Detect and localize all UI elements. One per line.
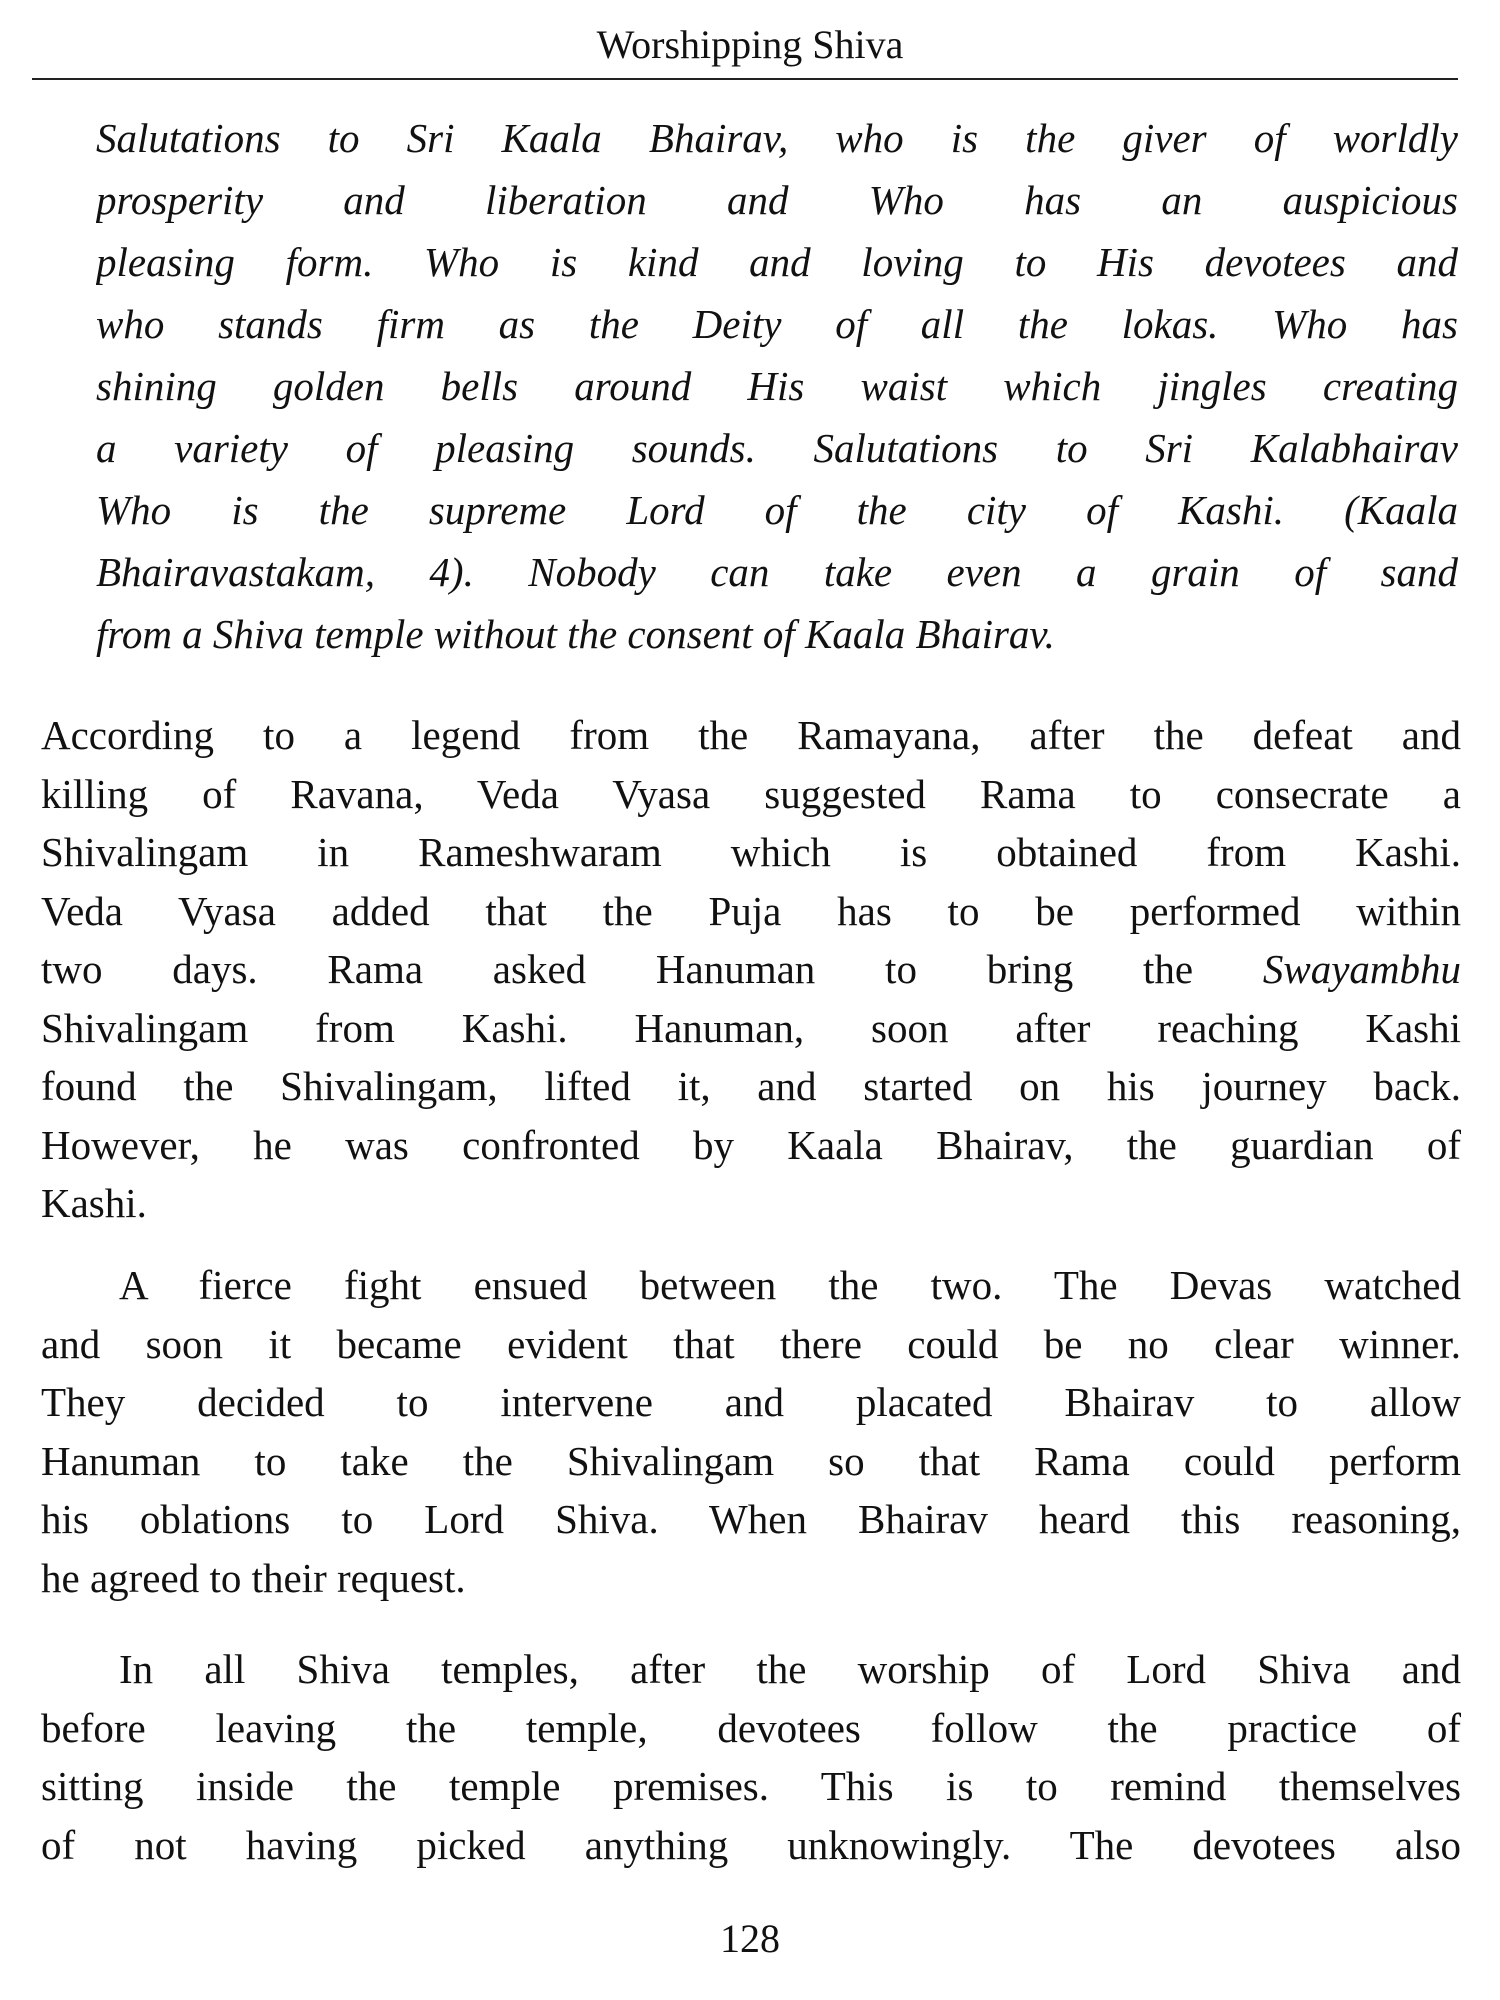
quote-block bbox=[96, 107, 1458, 665]
paragraph-line bbox=[41, 1549, 1461, 1608]
line-text: A fierce fight ensued between the two. The Devas watched bbox=[119, 1262, 1461, 1308]
quote-line: Who is the supreme Lord of the city of Kashi. (Kaala bbox=[96, 487, 1458, 533]
paragraph-3 bbox=[41, 1640, 1461, 1874]
paragraph-line bbox=[41, 1816, 1461, 1875]
paragraph-line bbox=[41, 1490, 1461, 1549]
paragraph-line bbox=[41, 999, 1461, 1058]
line-text: two days. Rama asked Hanuman to bring the bbox=[41, 946, 1263, 992]
line-text: They decided to intervene and placated Bhairav to allow bbox=[41, 1379, 1461, 1425]
line-text: he agreed to their request. bbox=[41, 1554, 466, 1601]
running-header: Worshipping Shiva bbox=[596, 22, 904, 67]
quote-line: pleasing form. Who is kind and loving to His devotees and bbox=[96, 239, 1458, 285]
paragraph-line bbox=[41, 823, 1461, 882]
quote-line: a variety of pleasing sounds. Salutations to Sri Kalabhairav bbox=[96, 425, 1458, 471]
paragraph-line bbox=[41, 1116, 1461, 1175]
paragraph-line bbox=[41, 1699, 1461, 1758]
paragraph-line bbox=[41, 1432, 1461, 1491]
quote-line: shining golden bells around His waist which jingles creating bbox=[96, 363, 1458, 409]
header-rule bbox=[32, 78, 1458, 80]
line-text: According to a legend from the Ramayana, after the defeat and bbox=[41, 712, 1461, 758]
quote-line: from a Shiva temple without the consent of Kaala Bhairav. bbox=[96, 611, 1055, 657]
paragraph-line bbox=[41, 882, 1461, 941]
line-text: found the Shivalingam, lifted it, and started on his journey back. bbox=[41, 1063, 1461, 1109]
paragraph-line bbox=[41, 940, 1461, 999]
line-text: Hanuman to take the Shivalingam so that Rama could perform bbox=[41, 1437, 1461, 1484]
line-text: Shivalingam from Kashi. Hanuman, soon after reaching Kashi bbox=[41, 1004, 1461, 1051]
paragraph-1 bbox=[41, 706, 1461, 1233]
line-text: Kashi. bbox=[41, 1180, 147, 1226]
line-text: killing of Ravana, Veda Vyasa suggested Rama to consecrate a bbox=[41, 770, 1461, 817]
line-text: his oblations to Lord Shiva. When Bhairav heard this reasoning, bbox=[41, 1496, 1461, 1542]
paragraph-line bbox=[41, 1757, 1461, 1816]
paragraph-line bbox=[41, 765, 1461, 824]
paragraph-line bbox=[41, 1315, 1461, 1374]
paragraph-line bbox=[41, 1640, 1461, 1699]
line-text: of not having picked anything unknowingly. The devotees also bbox=[41, 1821, 1461, 1868]
line-text: sitting inside the temple premises. This is to remind themselves bbox=[41, 1763, 1461, 1809]
paragraph-2 bbox=[41, 1256, 1461, 1607]
line-text: before leaving the temple, devotees follow the practice of bbox=[41, 1704, 1461, 1751]
line-text: Shivalingam in Rameshwaram which is obtained from Kashi. bbox=[41, 829, 1461, 875]
paragraph-line bbox=[41, 1174, 1461, 1233]
line-text: In all Shiva temples, after the worship of Lord Shiva and bbox=[119, 1646, 1461, 1692]
paragraph-line bbox=[41, 1373, 1461, 1432]
paragraph-line bbox=[41, 706, 1461, 765]
paragraph-line bbox=[41, 1256, 1461, 1315]
quote-line: Salutations to Sri Kaala Bhairav, who is the giver of worldly bbox=[96, 115, 1458, 161]
line-text: and soon it became evident that there could be no clear winner. bbox=[41, 1320, 1461, 1367]
quote-line: who stands firm as the Deity of all the lokas. Who has bbox=[96, 301, 1458, 347]
quote-line: prosperity and liberation and Who has an auspicious bbox=[96, 177, 1458, 223]
line-text: However, he was confronted by Kaala Bhairav, the guardian of bbox=[41, 1121, 1461, 1168]
page-number: 128 bbox=[720, 1916, 780, 1961]
italic-term: Swayambhu bbox=[1262, 946, 1461, 992]
quote-line: Bhairavastakam, 4). Nobody can take even a grain of sand bbox=[96, 549, 1458, 595]
paragraph-line bbox=[41, 1057, 1461, 1116]
line-text: Veda Vyasa added that the Puja has to be performed within bbox=[41, 887, 1461, 934]
